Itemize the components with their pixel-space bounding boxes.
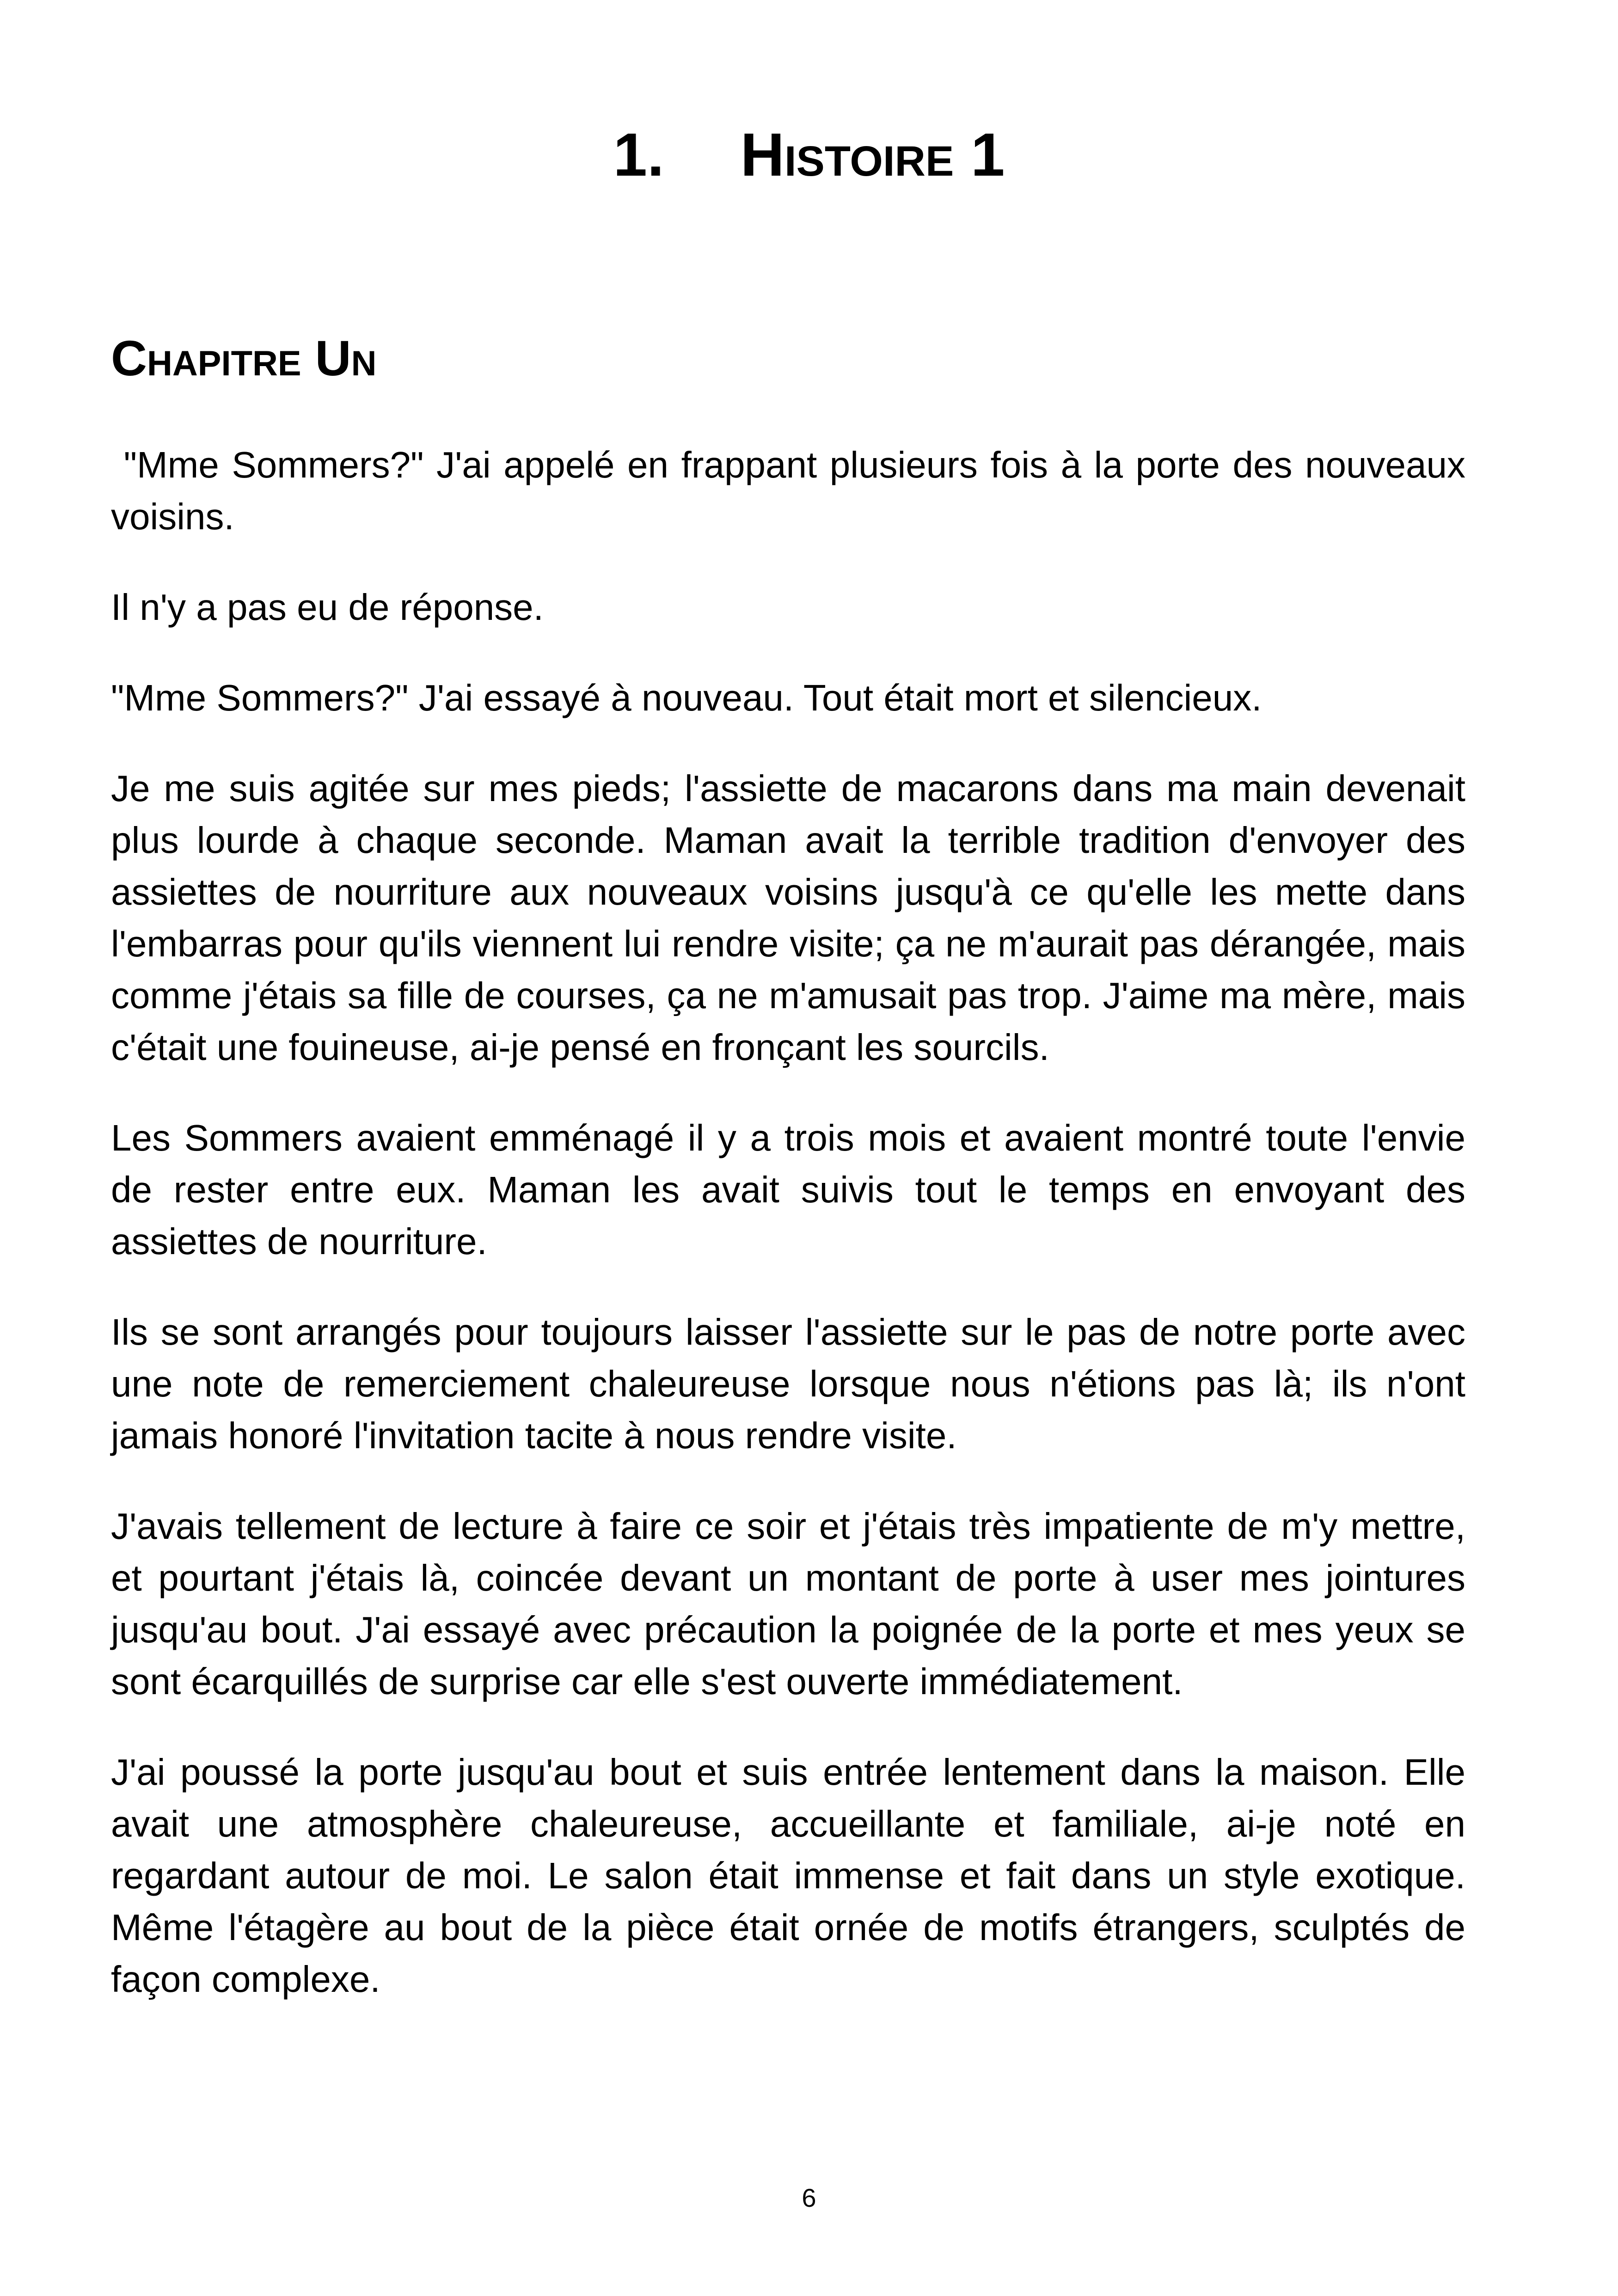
- paragraph: Les Sommers avaient emménagé il y a trois mois et avaient montré toute l'envie de rester entre eux. Maman les avait suivis tout le temps en envoyant des assiettes de nourriture.: [111, 1117, 1465, 1262]
- paragraph: "Mme Sommers?" J'ai appelé en frappant plusieurs fois à la porte des nouveaux voisins.: [111, 444, 1476, 537]
- paragraph: J'ai poussé la porte jusqu'au bout et suis entrée lentement dans la maison. Elle avait une atmosphère chaleureuse, accueillante et familiale, ai-je noté en regardant autour de moi. Le salon était immense et fait dans un style exotique. Même l'étagère au bout de la pièce était ornée de motifs étrangers, sculptés de façon complexe.: [111, 1751, 1465, 2000]
- paragraph: Je me suis agitée sur mes pieds; l'assiette de macarons dans ma main devenait plus lourde à chaque seconde. Maman avait la terrible tradition d'envoyer des assiettes de nourriture aux nouveaux voisins jusqu'à ce qu'elle les mette dans l'embarras pour qu'ils viennent lui rendre visite; ça ne m'aurait pas dérangée, mais comme j'étais sa fille de courses, ça ne m'amusait pas trop. J'aime ma mère, mais c'était une fouineuse, ai-je pensé en fronçant les sourcils.: [111, 768, 1465, 1068]
- body-text: [111, 439, 1476, 2044]
- section-heading: Chapitre Un: [111, 330, 377, 386]
- paragraph: Il n'y a pas eu de réponse.: [111, 587, 544, 628]
- chapter-title: Histoire 1: [740, 121, 1005, 189]
- paragraph: Ils se sont arrangés pour toujours laisser l'assiette sur le pas de notre porte avec une note de remerciement chaleureuse lorsque nous n'étions pas là; ils n'ont jamais honoré l'invitation tacite à nous rendre visite.: [111, 1311, 1465, 1456]
- page-number: 6: [802, 2183, 816, 2212]
- paragraph: "Mme Sommers?" J'ai essayé à nouveau. Tout était mort et silencieux.: [111, 677, 1262, 718]
- chapter-heading: [0, 118, 1618, 192]
- chapter-number: 1.: [613, 121, 664, 189]
- paragraph: J'avais tellement de lecture à faire ce soir et j'étais très impatiente de m'y mettre, et pourtant j'étais là, coincée devant un montant de porte à user mes jointures jusqu'au bout. J'ai essayé avec précaution la poignée de la porte et mes yeux se sont écarquillés de surprise car elle s'est ouverte immédiatement.: [111, 1506, 1465, 1702]
